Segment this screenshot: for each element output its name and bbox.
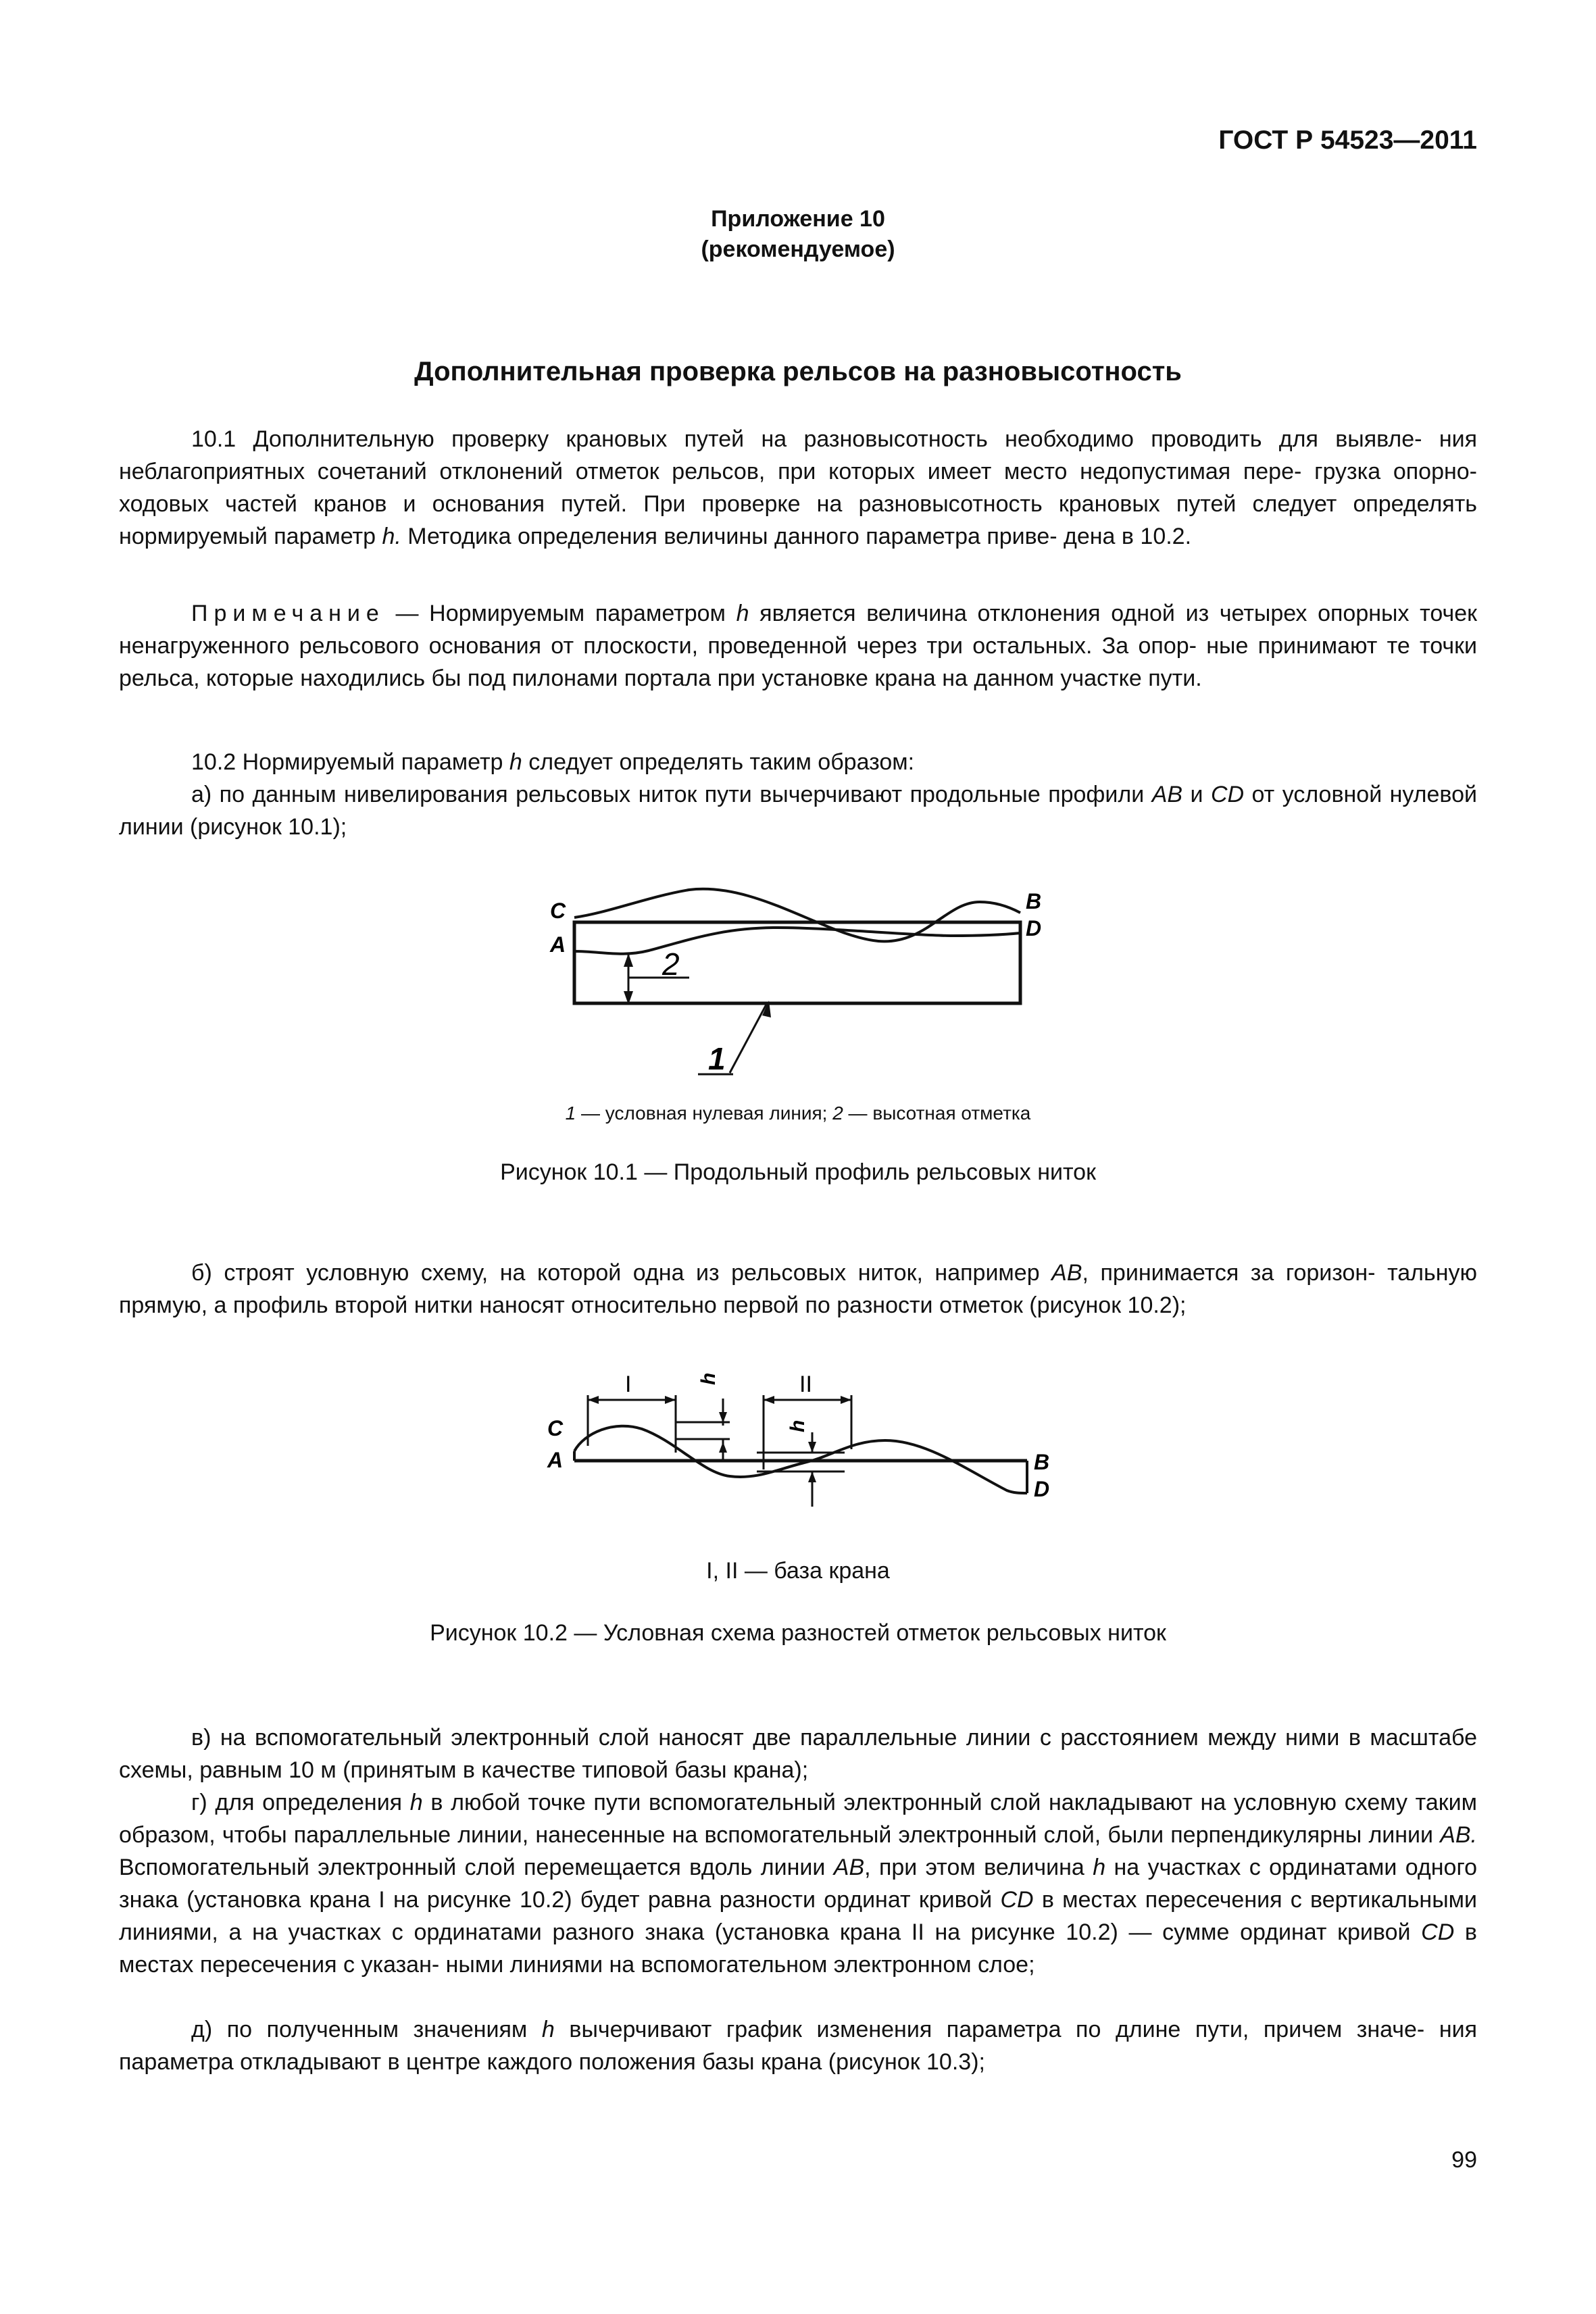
text-segment: разности ординат кривой xyxy=(719,1887,1001,1913)
h-arrow xyxy=(719,1442,727,1453)
text-line: участке пути. xyxy=(1060,665,1202,691)
label-h: h xyxy=(787,1419,809,1432)
figure-10-1 xyxy=(534,882,1074,1078)
legend-number: 1 xyxy=(565,1103,576,1124)
figure-10-2-legend: I, II — база крана xyxy=(706,1558,890,1584)
page-title: Дополнительная проверка рельсов на разновысотность xyxy=(414,357,1182,386)
legend-text: — высотная отметка xyxy=(843,1103,1031,1124)
text-line: схему таким образом, чтобы параллельные линии, нанесенные на вспомогательный электронный слой, xyxy=(119,1790,1478,1848)
appendix-number: Приложение 10 xyxy=(711,206,885,232)
label-1: 1 xyxy=(708,1041,726,1076)
label-2: 2 xyxy=(662,947,680,982)
label-b: B xyxy=(1034,1450,1050,1474)
param-h: h xyxy=(541,2017,555,2042)
profile-line-ab xyxy=(574,928,1020,954)
item-d xyxy=(119,2013,1477,2078)
text-line: в) на вспомогательный электронный слой наносят две параллельные линии с расстоянием между ними xyxy=(191,1725,1340,1751)
label-base-i: I xyxy=(625,1372,632,1397)
profile-ab: AB xyxy=(1051,1260,1082,1286)
text-line: следует определять нормируемый параметр xyxy=(119,491,1477,549)
text-segment: г) для определения xyxy=(191,1790,410,1815)
label-a: A xyxy=(547,1448,564,1472)
label-d: D xyxy=(1034,1477,1050,1501)
text-segment: в любой точке пути вспомогательный электронный слой накладывают на условную xyxy=(422,1790,1337,1815)
legend-number: 2 xyxy=(832,1103,843,1124)
profile-cd: CD xyxy=(1000,1887,1034,1913)
text-line: грузка опорно-ходовых частей кранов и основания путей. При проверке на разновысотность крановых путей xyxy=(119,459,1477,517)
appendix-type: (рекомендуемое) xyxy=(701,236,895,262)
standard-header: ГОСТ Р 54523—2011 xyxy=(1218,126,1477,155)
text-segment: а) по данным нивелирования рельсовых ниток пути вычерчивают продольные профили xyxy=(191,782,1152,807)
text-segment: на участках с ординатами одного знака (установка крана I на рисунке 10.2) будет равна xyxy=(119,1855,1478,1913)
text-segment: этом величина xyxy=(925,1855,1093,1880)
profile-cd: CD xyxy=(1210,782,1245,807)
text-line: Методика определения величины данного параметра приве- xyxy=(401,524,1057,549)
legend-text: — условная нулевая линия; xyxy=(576,1103,833,1124)
item-b xyxy=(119,1257,1477,1322)
text-line: дена в 10.2. xyxy=(1064,524,1192,549)
figure-10-2-caption: Рисунок 10.2 — Условная схема разностей отметок рельсовых ниток xyxy=(430,1620,1166,1646)
profile-cd: CD xyxy=(1421,1919,1455,1945)
item-v xyxy=(119,1721,1477,1786)
param-h: h xyxy=(509,749,522,775)
text-segment: от xyxy=(1244,782,1275,807)
text-segment: в местах пересечения с вертикальными линиями, а на участках с ординатами xyxy=(119,1887,1477,1945)
item-a xyxy=(119,778,1477,843)
height-mark-arrow-up xyxy=(624,953,633,967)
text-segment: разного знака (установка крана II на рисунке 10.2) — сумме ординат кривой xyxy=(552,1919,1422,1945)
text-segment: , принимается за горизон- xyxy=(1082,1260,1376,1286)
text-line: тальную прямую, а профиль второй нитки наносят относительно первой по разности отметок (рисунок 10.2); xyxy=(119,1260,1477,1318)
h-arrow xyxy=(808,1442,816,1453)
text-segment: б) строят условную схему, на которой одна из рельсовых ниток, например xyxy=(191,1260,1052,1286)
text-segment: были перпендикулярны линии xyxy=(1107,1822,1441,1848)
paragraph-10-2-intro xyxy=(119,746,1477,778)
item-g xyxy=(119,1786,1477,1981)
figure-10-1-caption: Рисунок 10.1 — Продольный профиль рельсовых ниток xyxy=(500,1159,1096,1185)
text-line: 10.1 Дополнительную проверку крановых путей на разновысотность необходимо проводить для выявле- xyxy=(191,426,1422,452)
text-segment: является величина отклонения одной из четырех xyxy=(749,601,1307,626)
text-segment: , при xyxy=(864,1855,918,1880)
label-d: D xyxy=(1026,916,1042,940)
profile-line-cd xyxy=(574,889,1020,942)
profile-ab: AB xyxy=(1151,782,1183,807)
param-h: h xyxy=(1093,1855,1106,1880)
label-h: h xyxy=(697,1372,720,1385)
label-c: C xyxy=(547,1416,564,1440)
paragraph-10-1 xyxy=(119,423,1477,553)
dim-arrow xyxy=(588,1396,599,1404)
text-segment: — Нормируемым параметром xyxy=(384,601,737,626)
text-segment: 10.2 Нормируемый параметр xyxy=(191,749,509,775)
note-paragraph xyxy=(119,597,1477,695)
text-line: опорных точек ненагруженного рельсового основания от плоскости, проведенной через три остальных. За опор- xyxy=(119,601,1477,659)
label-c: C xyxy=(550,899,566,923)
profile-ab: AB xyxy=(833,1855,865,1880)
text-segment: и xyxy=(1182,782,1211,807)
label-b: B xyxy=(1026,889,1042,913)
param-h: h xyxy=(409,1790,423,1815)
profile-ab: AB. xyxy=(1440,1822,1478,1848)
page-number: 99 xyxy=(1451,2147,1477,2173)
text-line: условной нулевой линии (рисунок 10.1); xyxy=(119,782,1478,840)
text-segment: вычерчивают график изменения параметра по длине пути, причем значе- xyxy=(554,2017,1425,2042)
param-h: h xyxy=(736,601,749,626)
note-label: Примечание xyxy=(191,601,385,626)
dim-arrow xyxy=(841,1396,851,1404)
text-segment: д) по полученным значениям xyxy=(191,2017,542,2042)
param-h: h. xyxy=(382,524,401,549)
text-line: в масштабе схемы, равным 10 м (принятым в качестве типовой базы крана); xyxy=(119,1725,1478,1783)
figure-10-1-legend xyxy=(0,1103,1596,1124)
dim-arrow xyxy=(764,1396,774,1404)
figure-10-2 xyxy=(534,1358,1068,1520)
text-line: ными линиями на вспомогательном электронном слое; xyxy=(445,1952,1035,1978)
text-segment: Вспомогательный электронный слой перемещается вдоль линии xyxy=(119,1855,834,1880)
text-line: ные принимают те точки рельса, которые находились бы под пилонами портала при установке крана на данном xyxy=(119,633,1477,691)
text-line: ния неблагоприятных сочетаний отклонений отметок рельсов, при которых имеет место недопустимая пере- xyxy=(119,426,1477,484)
label-a: A xyxy=(550,932,566,957)
dim-arrow xyxy=(665,1396,676,1404)
h-arrow xyxy=(808,1472,816,1482)
leader-1 xyxy=(730,1003,767,1073)
text-line: ния параметра откладывают в центре каждого положения базы крана (рисунок 10.3); xyxy=(119,2017,1478,2075)
text-segment: следует определять таким образом: xyxy=(522,749,915,775)
label-base-ii: II xyxy=(799,1372,812,1397)
text-segment: в местах пересечения с указан- xyxy=(119,1919,1477,1978)
